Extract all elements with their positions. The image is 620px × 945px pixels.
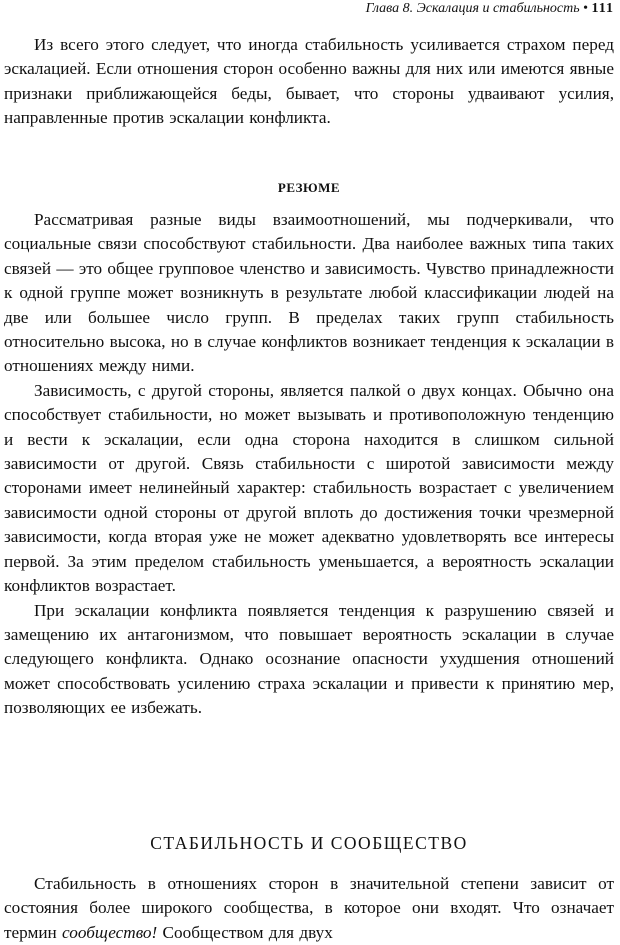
section-heading: СТАБИЛЬНОСТЬ И СООБЩЕСТВО xyxy=(150,833,468,853)
running-head-separator: • xyxy=(583,1,589,16)
summary-paragraph-1: Рассматривая разные виды взаимоотношений, мы подчеркивали, что социальные связи способствуют стабильности. Два наиболее важных типа таких связей — это общее групповое членство и зависимость. Чувство принадлежности к одной группе может возникнуть в результате любой классификации людей на две или большее число групп. В пределах таких групп стабильность относительно высока, но в случае конфликтов возникает тенденция к эскалации в отношениях между ними. xyxy=(4,210,614,376)
summary-paragraph-2: Зависимость, с другой стороны, является палкой о двух концах. Обычно она способствует стабильности, но может вызывать и противоположную тенденцию и вести к эскалации, если одна сторона находится в слишком сильной зависимости от другой. Связь стабильности с широтой зависимости между сторонами имеет нелинейный характер: стабильность возрастает с увеличением зависимости одной стороны от другой вплоть до достижения точки чрезмерной зависимости, когда вторая уже не может адекватно удовлетворять все интересы первой. За этим пределом стабильность уменьшается, а вероятность эскалации конфликтов возрастает. xyxy=(4,380,614,596)
book-page xyxy=(4,0,614,942)
summary-heading: РЕЗЮМЕ xyxy=(277,180,341,195)
page-number: 111 xyxy=(591,1,614,16)
running-head xyxy=(366,0,614,18)
intro-block xyxy=(4,33,614,131)
section-paragraph-emphasis: сообщество! xyxy=(62,922,158,942)
section-text xyxy=(4,872,614,945)
section-paragraph xyxy=(4,872,614,945)
intro-paragraph: Из всего этого следует, что иногда стабильность усиливается страхом перед эскалацией. Если отношения сторон особенно важны для них или имеются явные признаки приближающейся беды, бывает, что стороны удваивают усилия, направленные против эскалации конфликта. xyxy=(4,35,614,128)
summary-paragraph-3: При эскалации конфликта появляется тенденция к разрушению связей и замещению их антагонизмом, что повышает вероятность эскалации в случае следующего конфликта. Однако осознание опасности ухудшения отношений может способствовать усилению страха эскалации и привести к принятию мер, позволяющих ее избежать. xyxy=(4,600,614,718)
section-paragraph-end: Сообществом для двух xyxy=(157,922,333,942)
section-paragraph-start: Стабильность в отношениях сторон в значительной степени зависит от состояния более широкого сообщества, в которое они входят. Что означает термин xyxy=(4,874,614,942)
summary-text xyxy=(4,208,614,721)
running-head-title: Глава 8. Эскалация и стабильность xyxy=(365,1,580,16)
